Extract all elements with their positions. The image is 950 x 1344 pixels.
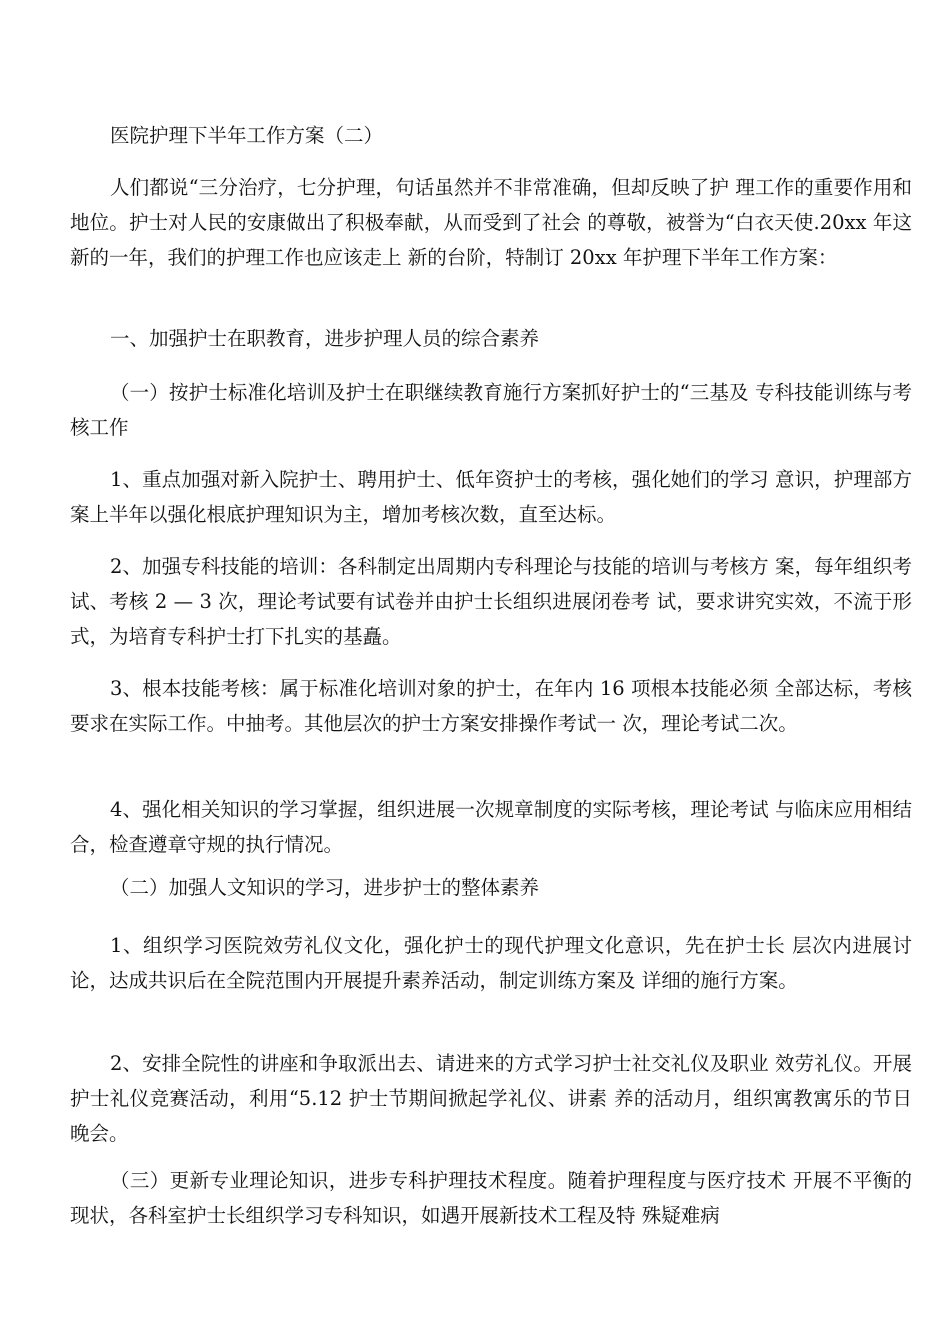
- document-title: 医院护理下半年工作方案（二）: [110, 124, 384, 147]
- paragraph-intro: 人们都说“三分治疗，七分护理，句话虽然并不非常准确，但却反映了护 理工作的重要作用和地位。护士对人民的安康做出了积极奉献，从而受到了社会 的尊敬，被誉为“白衣天使.20xx 年这新的一年，我们的护理工作也应该走上 新的台阶，特制订 20xx 年护理下半年工作方案：: [70, 176, 912, 269]
- paragraph-item-6: 2、安排全院性的讲座和争取派出去、请进来的方式学习护士社交礼仪及职业 效劳礼仪。开展护士礼仪竞赛活动，利用“5.12 护士节期间掀起学礼仪、讲素 养的活动月，组织寓教寓乐的节日晚会。: [70, 1052, 912, 1145]
- paragraph-item-3: 3、根本技能考核：属于标准化培训对象的护士，在年内 16 项根本技能必须 全部达标，考核要求在实际工作。中抽考。其他层次的护士方案安排操作考试一 次，理论考试二次。: [70, 677, 912, 735]
- paragraph-item-5: 1、组织学习医院效劳礼仪文化，强化护士的现代护理文化意识，先在护士长 层次内进展讨论，达成共识后在全院范围内开展提升素养活动，制定训练方案及 详细的施行方案。: [70, 934, 912, 992]
- section-heading-1: 一、加强护士在职教育，进步护理人员的综合素养: [110, 327, 540, 350]
- subsection-heading-3: （三）更新专业理论知识，进步专科护理技术程度。随着护理程度与医疗技术 开展不平衡的现状，各科室护士长组织学习专科知识，如遇开展新技术工程及特 殊疑难病: [70, 1169, 912, 1227]
- paragraph-item-2: 2、加强专科技能的培训：各科制定出周期内专科理论与技能的培训与考核方 案，每年组织考试、考核 2 — 3 次，理论考试要有试卷并由护士长组织进展闭卷考 试，要求讲究实效，不流于形式，为培育专科护士打下扎实的基矗。: [70, 555, 912, 648]
- paragraph-item-1: 1、重点加强对新入院护士、聘用护士、低年资护士的考核，强化她们的学习 意识，护理部方案上半年以强化根底护理知识为主，增加考核次数，直至达标。: [70, 468, 912, 526]
- paragraph-item-4: 4、强化相关知识的学习掌握，组织进展一次规章制度的实际考核，理论考试 与临床应用相结合，检查遵章守规的执行情况。: [70, 798, 912, 856]
- subsection-heading-1: （一）按护士标准化培训及护士在职继续教育施行方案抓好护士的“三基及 专科技能训练与考核工作: [70, 381, 912, 439]
- subsection-heading-2: （二）加强人文知识的学习，进步护士的整体素养: [110, 876, 540, 899]
